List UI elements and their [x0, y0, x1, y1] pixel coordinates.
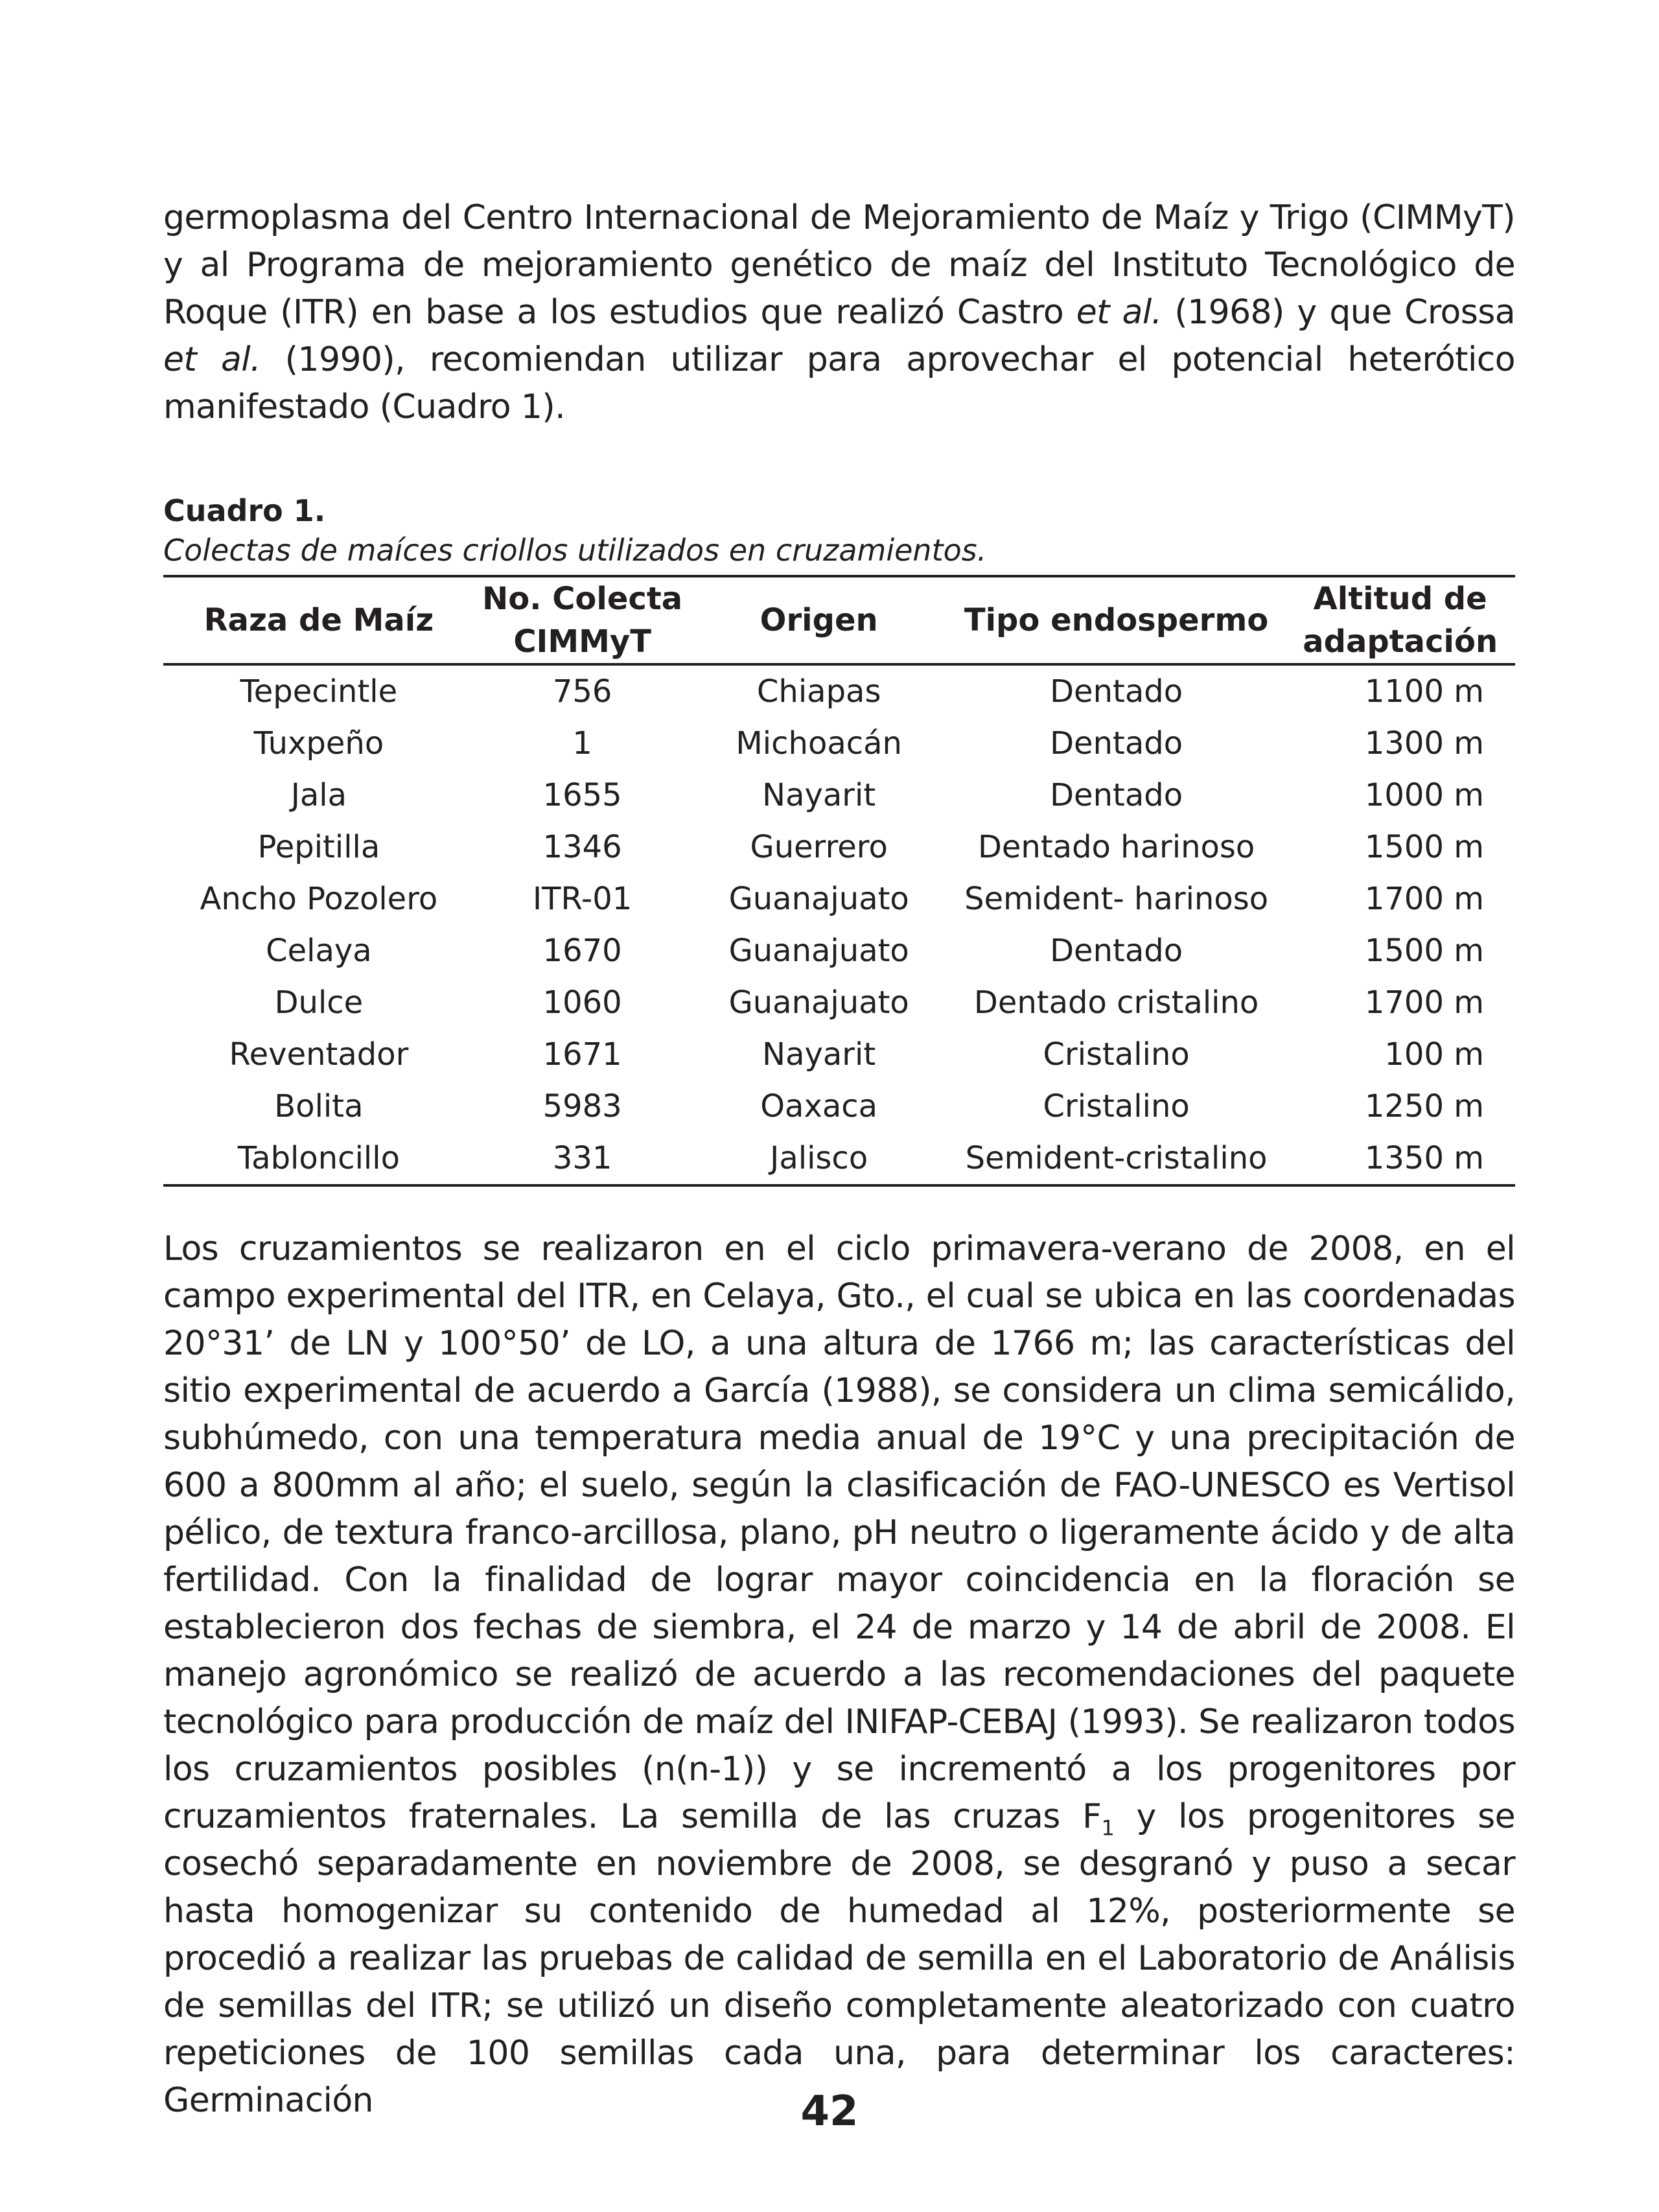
header-altitud: Altitud de adaptación	[1285, 576, 1515, 664]
cell-raza: Tepecintle	[240, 673, 398, 710]
cell-raza: Celaya	[266, 933, 372, 969]
cell-raza: Jala	[290, 777, 347, 813]
cell-colecta: 1346	[542, 829, 622, 865]
header-tipo: Tipo endospermo	[947, 576, 1286, 664]
cell-tipo: Semident- harinoso	[964, 881, 1269, 917]
table-subtitle: Colectas de maíces criollos utilizados en cruzamientos.	[163, 533, 987, 568]
cell-altitud: 1250 m	[1364, 1088, 1484, 1124]
text-run: (1968) y que Crossa	[1161, 293, 1515, 332]
cell-colecta: ITR-01	[533, 881, 632, 917]
cell-raza: Reventador	[229, 1036, 409, 1073]
cell-tipo: Dentado	[1050, 933, 1183, 969]
cell-tipo: Dentado harinoso	[977, 829, 1255, 865]
intro-paragraph	[163, 194, 1515, 431]
text-run: germoplasma del Centro Internacional de Mejoramiento de Maíz y Trigo (CIMMyT) y al Programa de mejoramiento genético de maíz del Instituto Tecnológico de Roque (ITR) en base a los estudios que realizó Castro	[163, 198, 1515, 332]
cell-colecta: 1655	[542, 777, 622, 813]
cell-origen: Michoacán	[736, 725, 902, 762]
table-row	[163, 977, 1515, 1029]
cell-tipo: Dentado	[1050, 777, 1183, 813]
cell-altitud: 1700 m	[1364, 881, 1484, 917]
cell-altitud: 1500 m	[1364, 933, 1484, 969]
maize-collections-table	[163, 575, 1515, 1187]
cell-origen: Guanajuato	[728, 984, 909, 1021]
table-row	[163, 925, 1515, 977]
italic-etal: et al.	[163, 340, 261, 379]
cell-tipo: Dentado	[1050, 725, 1183, 762]
table-row	[163, 769, 1515, 821]
page-number: 42	[800, 2088, 859, 2136]
text-run: Los cruzamientos se realizaron en el ciclo primavera-verano de 2008, en el campo experimental del ITR, en Celaya, Gto., el cual se ubica en las coordenadas 20°31’ de LN y 100°50’ de LO, a una altura de 1766 m; las características del sitio experimental de acuerdo a García (1988), se considera un clima semicálido, subhúmedo, con una temperatura media anual de 19°C y una precipitación de 600 a 800mm al año; el suelo, según la clasificación de FAO-UNESCO es Vertisol pélico, de textura franco-arcillosa, plano, pH neutro o ligeramente ácido y de alta fertilidad. Con la finalidad de lograr mayor coincidencia en la floración se establecieron dos fechas de siembra, el 24 de marzo y 14 de abril de 2008. El manejo agronómico se realizó de acuerdo a las recomendaciones del paquete tecnológico para producción de maíz del INIFAP-CEBAJ (1993). Se realizaron todos los cruzamientos posibles (n(n-1)) y se incrementó a los progenitores por cruzamientos fraternales. La semilla de las cruzas F	[163, 1229, 1515, 1836]
cell-origen: Oaxaca	[760, 1088, 878, 1124]
header-colecta: No. Colecta CIMMyT	[474, 576, 691, 664]
cell-raza: Bolita	[274, 1088, 364, 1124]
table-row	[163, 1029, 1515, 1080]
page-content	[163, 194, 1515, 2125]
cell-altitud: 1700 m	[1364, 984, 1484, 1021]
table-row	[163, 1080, 1515, 1132]
table-row	[163, 821, 1515, 873]
header-origen: Origen	[691, 576, 947, 664]
methods-paragraph	[163, 1226, 1515, 2125]
cell-altitud: 1300 m	[1364, 725, 1484, 762]
cell-altitud: 100 m	[1384, 1036, 1484, 1073]
cell-raza: Ancho Pozolero	[200, 881, 438, 917]
cell-tipo: Cristalino	[1043, 1088, 1190, 1124]
cell-origen: Guanajuato	[728, 933, 909, 969]
cell-origen: Guerrero	[750, 829, 888, 865]
cell-colecta: 5983	[542, 1088, 622, 1124]
cell-tipo: Dentado	[1050, 673, 1183, 710]
cell-tipo: Semident-cristalino	[965, 1140, 1268, 1176]
table-row	[163, 1132, 1515, 1185]
cell-raza: Tabloncillo	[237, 1140, 400, 1176]
cell-colecta: 331	[552, 1140, 612, 1176]
cell-altitud: 1000 m	[1364, 777, 1484, 813]
cell-origen: Chiapas	[756, 673, 881, 710]
cell-origen: Guanajuato	[728, 881, 909, 917]
cell-altitud: 1500 m	[1364, 829, 1484, 865]
cell-tipo: Dentado cristalino	[973, 984, 1259, 1021]
table-title: Cuadro 1.	[163, 493, 326, 528]
header-raza: Raza de Maíz	[163, 576, 474, 664]
text-run: (1990), recomiendan utilizar para aprovechar el potencial heterótico manifestado (Cuadro 1).	[163, 340, 1516, 426]
cell-colecta: 1671	[542, 1036, 622, 1073]
cell-colecta: 756	[552, 673, 612, 710]
table-row	[163, 873, 1515, 925]
cell-colecta: 1060	[542, 984, 622, 1021]
cell-colecta: 1670	[542, 933, 622, 969]
text-run: y los progenitores se cosechó separadamente en noviembre de 2008, se desgranó y puso a secar hasta homogenizar su contenido de humedad al 12%, posteriormente se procedió a realizar las pruebas de calidad de semilla en el Laboratorio de Análisis de semillas del ITR; se utilizó un diseño completamente aleatorizado con cuatro repeticiones de 100 semillas cada una, para determinar los caracteres: Germinación	[163, 1797, 1515, 2120]
cell-raza: Tuxpeño	[253, 725, 384, 762]
cell-altitud: 1100 m	[1364, 673, 1484, 710]
cell-origen: Nayarit	[762, 1036, 876, 1073]
cell-tipo: Cristalino	[1043, 1036, 1190, 1073]
italic-etal: et al.	[1076, 293, 1162, 332]
cell-altitud: 1350 m	[1364, 1140, 1484, 1176]
cell-origen: Nayarit	[762, 777, 876, 813]
cell-origen: Jalisco	[770, 1140, 868, 1176]
subscript: 1	[1101, 1815, 1115, 1841]
table-header-row	[163, 576, 1515, 664]
table-row	[163, 717, 1515, 769]
cell-raza: Dulce	[274, 984, 364, 1021]
cell-raza: Pepitilla	[257, 829, 380, 865]
table-row	[163, 664, 1515, 717]
cell-colecta: 1	[572, 725, 592, 762]
